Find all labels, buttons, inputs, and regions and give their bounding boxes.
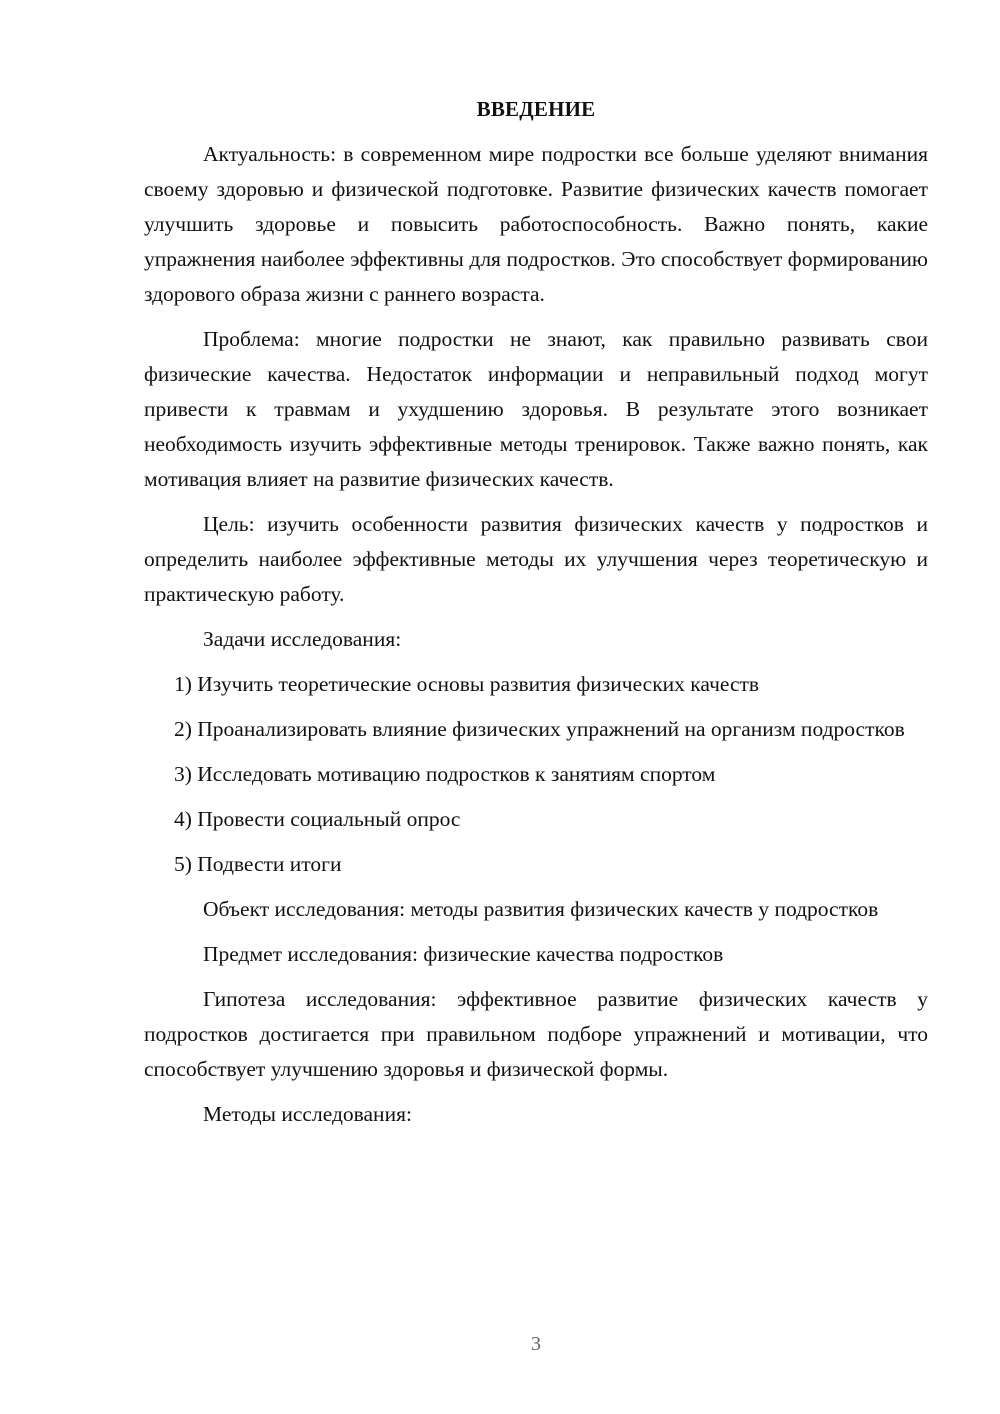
task-item-1: 1) Изучить теоретические основы развития физических качеств [174,672,760,696]
section-title: ВВЕДЕНИЕ [476,97,596,121]
hypothesis-paragraph: Гипотеза исследования: эффективное развитие физических качеств у подростков достигается при правильном подборе упражнений и мотивации, что способствует улучшению здоровья и физической формы. [144,987,928,1081]
task-item-3: 3) Исследовать мотивацию подростков к занятиям спортом [174,762,716,786]
task-item-5: 5) Подвести итоги [174,852,342,876]
methods-heading: Методы исследования: [203,1102,412,1126]
tasks-heading: Задачи исследования: [203,627,402,651]
page-content [144,92,928,1132]
task-item-4: 4) Провести социальный опрос [174,807,461,831]
page-number: 3 [531,1333,541,1355]
task-item-2: 2) Проанализировать влияние физических упражнений на организм подростков [174,717,905,741]
problem-paragraph: Проблема: многие подростки не знают, как правильно развивать свои физические качества. Недостаток информации и неправильный подход могут привести к травмам и ухудшению здоровья. В результате этого возникает необходимость изучить эффективные методы тренировок. Также важно понять, как мотивация влияет на развитие физических качеств. [144,327,928,491]
goal-paragraph: Цель: изучить особенности развития физических качеств у подростков и определить наиболее эффективные методы их улучшения через теоретическую и практическую работу. [144,512,928,606]
subject-paragraph: Предмет исследования: физические качества подростков [203,942,724,966]
relevance-paragraph: Актуальность: в современном мире подростки все больше уделяют внимания своему здоровью и физической подготовке. Развитие физических качеств помогает улучшить здоровье и повысить работоспособность. Важно понять, какие упражнения наиболее эффективны для подростков. Это способствует формированию здорового образа жизни с раннего возраста. [144,142,928,306]
object-paragraph: Объект исследования: методы развития физических качеств у подростков [203,897,879,921]
